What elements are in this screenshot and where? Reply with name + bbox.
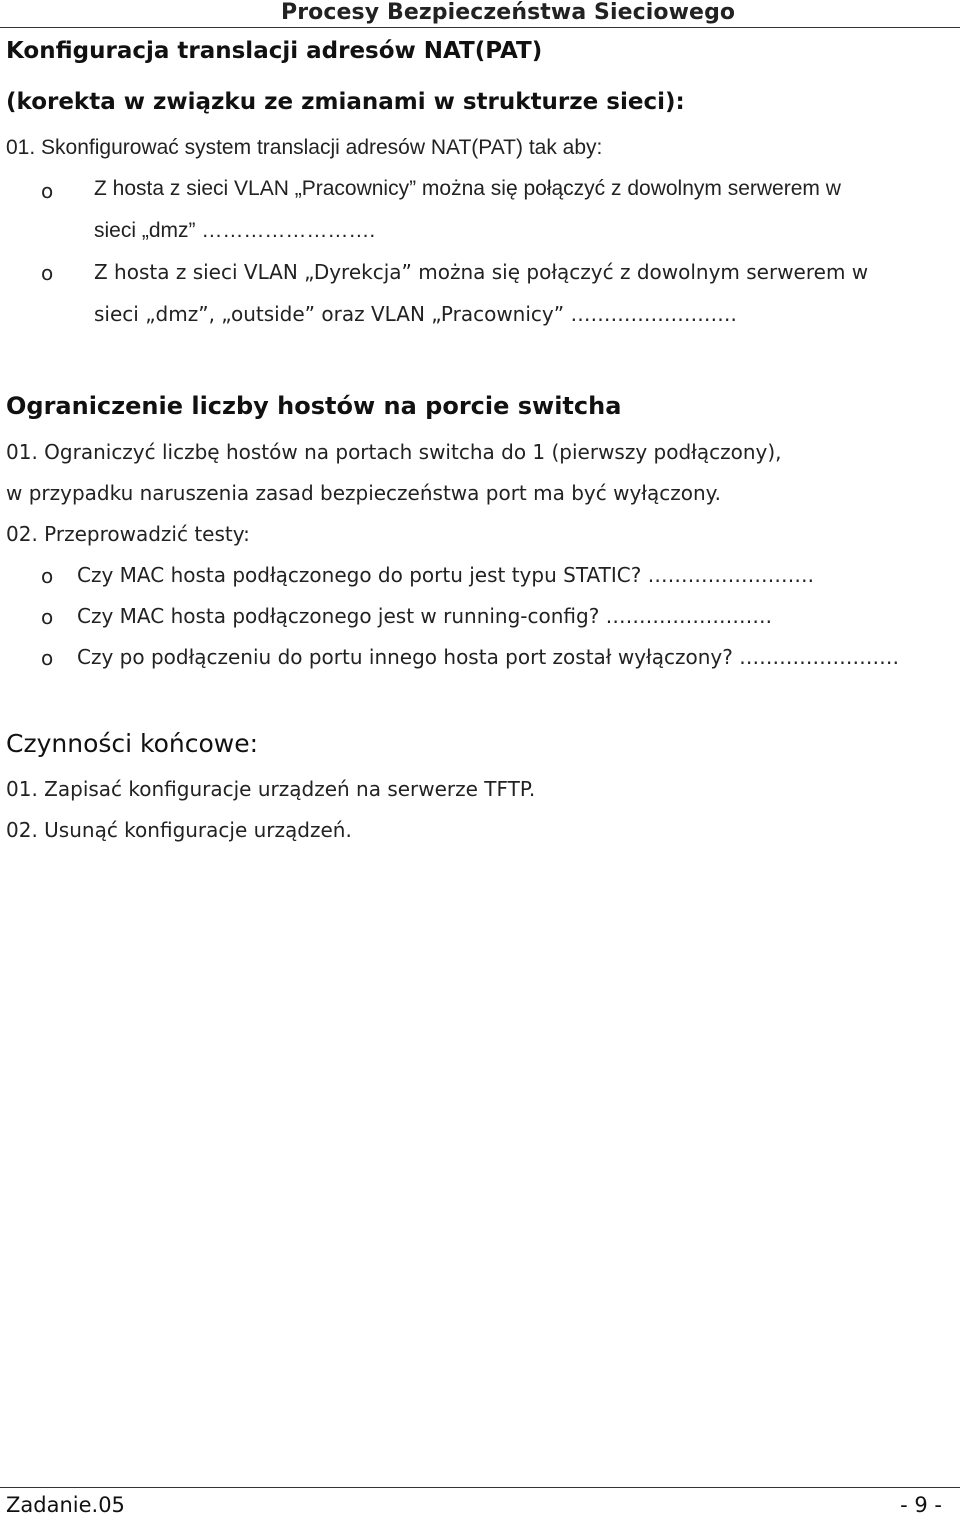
nat-section-subtitle: (korekta w związku ze zmianami w strukturze sieci): bbox=[6, 89, 685, 115]
final-step-2: 02. Usunąć konfiguracje urządzeń. bbox=[6, 818, 352, 842]
nat-bullet-1-marker: o bbox=[41, 179, 54, 203]
nat-bullet-1-line1: Z hosta z sieci VLAN „Pracownicy” można się połączyć z dowolnym serwerem w bbox=[94, 177, 841, 200]
test-3-marker: o bbox=[41, 646, 54, 670]
test-2-marker: o bbox=[41, 605, 54, 629]
nat-bullet-1-line2: sieci „dmz” ……………………. bbox=[94, 219, 376, 242]
final-step-1: 01. Zapisać konfiguracje urządzeń na serwerze TFTP. bbox=[6, 777, 536, 801]
switch-step-2: 02. Przeprowadzić testy: bbox=[6, 522, 250, 546]
footer-divider bbox=[0, 1487, 960, 1488]
test-2-text: Czy MAC hosta podłączonego jest w running-config? ……………………. bbox=[77, 604, 773, 628]
footer-task-label: Zadanie.05 bbox=[6, 1493, 125, 1517]
switch-step-1-line1: 01. Ograniczyć liczbę hostów na portach switcha do 1 (pierwszy podłączony), bbox=[6, 440, 782, 464]
nat-section-title: Konfiguracja translacji adresów NAT(PAT) bbox=[6, 38, 543, 64]
header-divider bbox=[0, 27, 960, 28]
nat-bullet-2-line1: Z hosta z sieci VLAN „Dyrekcja” można się połączyć z dowolnym serwerem w bbox=[94, 260, 869, 284]
nat-bullet-2-line2: sieci „dmz”, „outside” oraz VLAN „Pracownicy” ……………………. bbox=[94, 302, 737, 326]
nat-step-1: 01. Skonfigurować system translacji adresów NAT(PAT) tak aby: bbox=[6, 136, 603, 159]
test-1-marker: o bbox=[41, 564, 54, 588]
nat-bullet-2-marker: o bbox=[41, 261, 54, 285]
switch-section-title: Ograniczenie liczby hostów na porcie switcha bbox=[6, 392, 622, 420]
test-3-text: Czy po podłączeniu do portu innego hosta port został wyłączony? …………………… bbox=[77, 645, 900, 669]
page-number: - 9 - bbox=[900, 1493, 942, 1517]
test-1-text: Czy MAC hosta podłączonego do portu jest typu STATIC? ……………………. bbox=[77, 563, 815, 587]
page-header-title: Procesy Bezpieczeństwa Sieciowego bbox=[281, 0, 736, 25]
final-section-title: Czynności końcowe: bbox=[6, 729, 259, 758]
switch-step-1-line2: w przypadku naruszenia zasad bezpieczeństwa port ma być wyłączony. bbox=[6, 481, 721, 505]
